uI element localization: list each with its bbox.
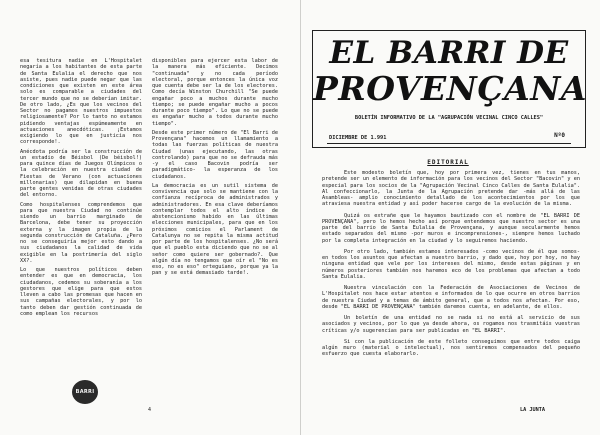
left-column-2 xyxy=(152,58,278,280)
paragraph: Desde este primer número de "El Barri de Provençana" hacemos un llamamiento a todas las fuerzas políticas de nuestra Ciudad (unas ejecutando, las otras controlando) para que no se defrauda más -y el caso Bacovin podría ser paradigmático- la esperanza de los ciudadanos. xyxy=(152,129,278,180)
paragraph: La democracia es un sutil sistema de convivencia que solo se mantiene con la confianza recíproca de administrados y administradores. En esa clave deberíamos contemplar todos el alto índice de abstencionismo habido en las últimas elecciones municipales, para que en los próximos comicios el Parlament de Catalunya no se repita la misma actitud por parte de los hospitalenses. ¿No será que el pueblo esta diciendo que no se al señor como quiere ser gobernado?. Que algún día no tengamos que oír el "No es eso, no es eso" orteguiano, porque ya la pan y se está demasiado tarde!. xyxy=(152,182,278,277)
paragraph: Este modesto boletín que, hoy por primera vez, tienes en tus manos, pretende ser un elemento de información para los vecinos del Sector "Bacovin" y en especial para los socios de la "Agrupación Vecinal Cinco Calles de Santa Eulalia". Al confeccionarlo, la Junta de la Agrupación pretende dar -más allá de las Asambleas- amplio conocimiento detallado de los acontecimientos por los que atraviesa nuestra entidad y así poder hacerse cargo de la evolución de la misma. xyxy=(322,170,580,208)
paragraph: Quizá os extrañe que le hayamos bautizado con el nombre de "EL BARRI DE PROVENÇANA", pero lo hemos hecho así porque entendemos que nuestro sector es una parte del barrio de Santa Eulalia de Provençana, y aunque secularmente hemos estado separados del mismo -por muros e incomprensiones-, siempre hemos luchado por la completa integración en la ciudad y lo seguiremos haciendo. xyxy=(322,212,580,244)
issue-number: Nº0 xyxy=(554,132,565,139)
association-logo-stamp xyxy=(72,380,98,404)
masthead-title-line2: PROVENÇANA xyxy=(313,69,587,108)
masthead-rule xyxy=(327,143,571,144)
issue-date: DICIEMBRE DE 1.991 xyxy=(329,135,387,141)
editorial-body xyxy=(322,170,580,363)
paragraph: disponibles para ejercer esta labor de la manera más eficiente. Decimos "continuada" y no cada período electoral, porque entonces la única voz que cuenta debe ser la de los electores. Como decía Winston Churchill "Se puede engañar poco a muchos durante mucho tiempo; se puede engañar mucho a pocos durante poco tiempo". Lo que no se puede es engañar mucho a todos durante mucho tiempo". xyxy=(152,58,278,127)
editorial-title: EDITORIAL xyxy=(427,159,469,166)
paragraph: esa tesitura nadie en L'Hospitalet negaría a los habitantes de esta parte de Santa Eulalia el derecho que nos asiste, pues nadie puede negar que las condiciones que existen en este área solo es comparable a ciudades del tercer mundo que no se deberían imitar. De otro lado, ¿Es que los vecinos del Sector no pagamos nuestros impuestos religiosamente? Por lo tanto no estamos pidiendo ventajas espúmeamente en actuaciones anecdóticas. ¡Estamos exigiendo lo que en justicia nos corresponde!. xyxy=(20,58,142,146)
paragraph: Si con la publicación de este folleto conseguimos que entre todos caiga algún muro (material o intelectual), nos sentiremos compensados del pequeño esfuerzo que cuesta elaborarlo. xyxy=(322,338,580,358)
page-number: 4 xyxy=(148,407,152,413)
masthead xyxy=(312,30,586,148)
masthead-subtitle: BOLETÍN INFORMATIVO DE LA "AGRUPACIÓN VECINAL CINCO CALLES" xyxy=(354,115,544,121)
paragraph: Como hospitalenses comprendemos que para que nuestra Ciudad no continúe siendo un barrio marginado de Barcelona, debe tener su proyección externa y la imagen propia de la segunda construcción de Cataluña. ¿Pero no se conseguiría mejor esto dando a sus ciudadanos la calidad de vida exigible en la postrimería del siglo XX?. xyxy=(20,201,142,264)
signature: LA JUNTA xyxy=(520,407,545,413)
left-column-1 xyxy=(20,58,142,320)
stamp-text: BARRI xyxy=(75,389,95,395)
paragraph: Un boletín de una entidad no se nada si no está al servicio de sus asociados y vecinos, por lo que ya desde ahora, os rogamos nos trasmitáis vuestras críticas y/o sugerencias para ser publicadas en "EL BARRI". xyxy=(322,315,580,334)
paragraph: Nuestra vinculación con la Federación de Asociaciones de Vecinos de L'Hospitalet nos hace estar atentos e informados de lo que ocurre en otros barrios de nuestra Ciudad y a temas de ámbito general, que a todos nos afectan. Por eso, desde "EL BARRI DE PROVENÇANA" también daremos cuenta, en adelante, de ellos. xyxy=(322,285,580,310)
paragraph: Anécdota podría ser la construcción de un estadio de Béisbol (De béisbol!) para quince días de Juegos Olímpicos o la celebración en nuestra ciudad de Fiestas de Verano (con actuaciones millonarias) que dilapidan en buena parte gentes venidas de otras ciudades del entorno. xyxy=(20,148,142,199)
paragraph: Por otro lado, también estamos interesados -como vecinos de él que somos- en todos los asuntos que afectan a nuestro barrio, y dado que, hoy por hoy, no hay ninguna entidad que vele por los intereses del mismo, desde estas páginas y en números posteriores también nos haremos eco de los problemas que afectan a todo Santa Eulalia. xyxy=(322,248,580,280)
paragraph: Lo que nuestros políticos deben entender es que en democracia, los ciudadanos, cedemos su soberanía a los gestores que elige para que estos lleven a cabo las promesas que hacen en sus campañas electorales, y por lo tanto deben dar gestión continuada de como emplean los recursos xyxy=(20,267,142,317)
masthead-title-line1: EL BARRI DE xyxy=(329,35,569,71)
